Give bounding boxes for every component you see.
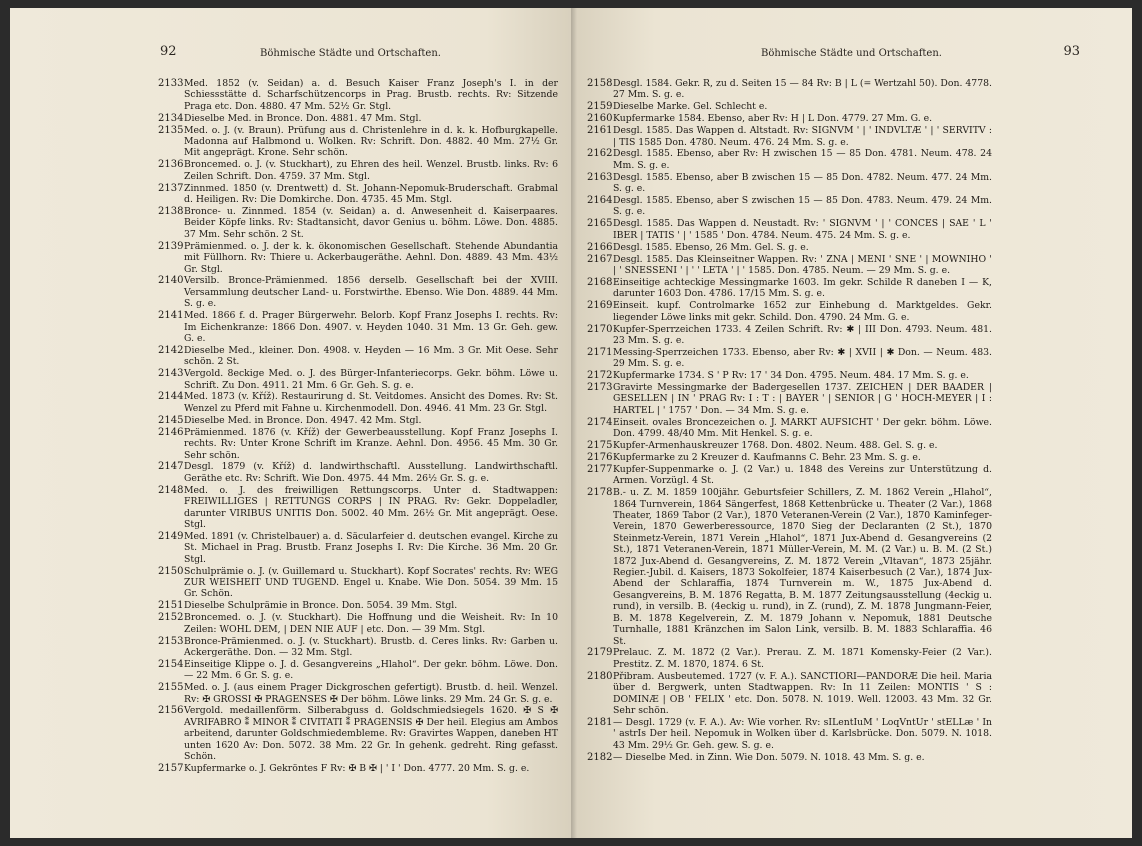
entry-number: 2163 (587, 171, 613, 183)
entry-number: 2153 (158, 635, 184, 647)
entry-text: — Desgl. 1729 (v. F. A.). Av: Wie vorher. Rv: sILentIuM ' LoqVntUr ' stELLæ ' In ' astrIs Der heil. Nepomuk in Wolken über d. Karlsbrücke. Don. 5079. N. 1018. 43 Mm. 29½ Gr. Geh. gew. S. g. e. (613, 716, 992, 751)
entry-text: Prelauc. Z. M. 1872 (2 Var.). Prerau. Z. M. 1871 Komensky-Feier (2 Var.). Prestitz. Z. M. 1870, 1874. 6 St. (613, 647, 992, 670)
catalog-entry (158, 206, 558, 240)
catalog-entry (587, 717, 992, 751)
catalog-entry (158, 427, 558, 461)
entry-number: 2179 (587, 647, 613, 659)
entry-text: Dieselbe Med., kleiner. Don. 4908. v. Heyden — 16 Mm. 3 Gr. Mit Oese. Sehr schön. 2 St. (184, 344, 558, 368)
catalog-entry (158, 566, 558, 600)
catalog-entry (587, 78, 992, 101)
entry-number: 2181 (587, 716, 613, 728)
entry-text: Desgl. 1585. Das Wappen d. Altstadt. Rv: SIGNVM ' | ' INDVLTÆ ' | ' SERVITV : | TIS 1585 Don. 4780. Neum. 476. 24 Mm. S. g. e. (613, 125, 992, 148)
entry-text: Vergold. medaillenförm. Silberabguss d. Goldschmiedsiegels 1620. ✠ S ✠ AVRIFABRO ⁑ MINOR ⁑ CIVITATI ⁑ PRAGENSIS ✠ Der heil. Elegius am Ambos arbeitend, darunter Goldschmiedembleme. Rv: Gravirtes Wappen, daneben HT unten 1620 Av: Don. 5072. 38 Mm. 22 Gr. In gehenk. gedreht. Ring gefasst. Schön. (184, 705, 558, 763)
catalog-entry (158, 705, 558, 762)
entry-number: 2161 (587, 125, 613, 137)
entry-number: 2165 (587, 218, 613, 230)
entry-number: 2172 (587, 370, 613, 382)
catalog-entry (587, 277, 992, 300)
catalog-entry (158, 636, 558, 659)
entry-text: Med. 1866 f. d. Prager Bürgerwehr. Belorb. Kopf Franz Josephs I. rechts. Rv: Im Eichenkranze: 1866 Don. 4907. v. Heyden 1040. 31 Mm. 13 Gr. Geh. gew. G. e. (184, 310, 558, 344)
entry-number: 2174 (587, 416, 613, 428)
entry-number: 2169 (587, 300, 613, 312)
entry-text: Dieselbe Med. in Bronce. Don. 4947. 42 Mm. Stgl. (184, 414, 422, 426)
catalog-entry (587, 752, 992, 763)
entry-number: 2133 (158, 78, 184, 89)
entry-number: 2144 (158, 391, 184, 403)
entry-number: 2154 (158, 658, 184, 670)
catalog-entry (158, 682, 558, 705)
entry-number: 2151 (158, 600, 184, 612)
entry-number: 2149 (158, 530, 184, 542)
entry-text: Schulprämie o. J. (v. Guillemard u. Stuckhart). Kopf Socrates' rechts. Rv: WEG ZUR WEISHEIT UND TUGEND. Engel u. Knabe. Wie Don. 5054. 39 Mm. 15 Gr. Schön. (184, 565, 558, 600)
entry-number: 2150 (158, 565, 184, 577)
catalog-entry (587, 452, 992, 463)
catalog-entry (158, 345, 558, 368)
entry-text: B.- u. Z. M. 1859 100jähr. Geburtsfeier Schillers, Z. M. 1862 Verein „Hlahol“, 1864 Turnverein, 1864 Sängerfest, 1868 Kettenbrücke u. Theater (2 Var.), 1868 Theater, 1869 Tabor (2 Var.), 1870 Veteranen-Verein (2 Var.), 1870 Kaminfeger-Verein, 1870 Gewerberessource, 1870 Sieg der Declaranten (2 St.), 1870 Steinmetz-Verein, 1871 Verein „Hlahol“, 1871 Jux-Abend d. Gesangvereins (2 St.), 1871 Veteranen-Verein, 1871 Müller-Verein, M. M. (2 Var.) u. B. M. (2 St.) 1872 Jux-Abend d. Gesangvereins, Z. M. 1872 Verein „Vltavan“, 1873 25jähr. Regier.-Jubil. d. Kaisers, 1873 Sokolfeier, 1874 Kaiserbesuch (2 Var.), 1874 Jux-Abend der Schlaraffia, 1874 Turnverein m. W., 1875 Jux-Abend d. Gesangvereins, B. M. 1876 Regatta, B. M. 1877 Zeitungsausstellung (4eckig u. rund), in versilb. B. (4eckig u. rund), in Z. (rund), Z. M. 1878 Jungmann-Feier, B. M. 1878 Kegelverein, Z. M. 1879 Johann v. Nepomuk, 1881 Deutsche Turnhalle, 1881 Kränzchen im Salon Link, versilb. B. M. 1883 Schlaraffia. 46 St. (613, 487, 992, 647)
entry-number: 2162 (587, 148, 613, 160)
entry-text: Med. o. J. (aus einem Prager Dickgroschen gefertigt). Brustb. d. heil. Wenzel. Rv: ✠ GROSSI ✠ PRAGENSES ✠ Der böhm. Löwe links. 29 Mm. 24 Gr. S. g. e. (184, 682, 558, 705)
entry-number: 2136 (158, 159, 184, 171)
entry-text: Kupfermarke zu 2 Kreuzer d. Kaufmanns C. Behr. 23 Mm. S. g. e. (613, 452, 921, 463)
entry-text: Med. 1873 (v. Kříž). Restaurirung d. St. Veitdomes. Ansicht des Domes. Rv: St. Wenzel zu Pferd mit Fahne u. Kirchenmodell. Don. 4946. 41 Mm. 23 Gr. Stgl. (184, 391, 558, 414)
entry-text: Kupfermarke 1734. S ' P Rv: 17 ' 34 Don. 4795. Neum. 484. 17 Mm. S. g. e. (613, 370, 969, 382)
catalog-entry (587, 417, 992, 440)
page-number: 93 (1063, 44, 1080, 59)
catalog-entry (587, 347, 992, 370)
entry-number: 2134 (158, 112, 184, 124)
catalog-entry (158, 461, 558, 484)
entry-text: Einseit. kupf. Controlmarke 1652 zur Einhebung d. Marktgeldes. Gekr. liegender Löwe links mit gekr. Schild. Don. 4790. 24 Mm. G. e. (613, 300, 992, 323)
entry-text: Med. 1852 (v. Seidan) a. d. Besuch Kaiser Franz Joseph's I. in der Schiessstätte d. Scharfschützencorps in Prag. Brustb. rechts. Rv: Sitzende Praga etc. Don. 4880. 47 Mm. 52½ Gr. Stgl. (184, 78, 558, 112)
entry-number: 2140 (158, 275, 184, 287)
entry-number: 2173 (587, 382, 613, 394)
entry-number: 2176 (587, 452, 613, 463)
catalog-entry (587, 254, 992, 277)
entry-number: 2137 (158, 182, 184, 194)
entry-text: Gravirte Messingmarke der Badergesellen 1737. ZEICHEN | DER BAADER | GESELLEN | IN ' PRAG Rv: I : T : | BAYER ' | SENIOR | G ' HOCH-MEYER | I : HARTEL | ' 1757 ' Don. — 34 Mm. S. g. e. (613, 382, 992, 416)
catalog-entry (158, 159, 558, 182)
entry-text: Med. 1891 (v. Christelbauer) a. d. Säcularfeier d. deutschen evangel. Kirche zu St. Michael in Prag. Brustb. Franz Josephs I. Rv: Die Kirche. 36 Mm. 20 Gr. Stgl. (184, 530, 558, 565)
entry-number: 2167 (587, 253, 613, 265)
catalog-entry (158, 391, 558, 414)
entry-text: Kupfer-Suppenmarke o. J. (2 Var.) u. 1848 des Vereins zur Unterstützung d. Armen. Vorzügl. 4 St. (613, 463, 992, 487)
entry-text: Dieselbe Marke. Gel. Schlecht e. (613, 101, 768, 113)
entry-text: Einseitige Klippe o. J. d. Gesangvereins „Hlahol“. Der gekr. böhm. Löwe. Don. — 22 Mm. 6 Gr. S. g. e. (184, 658, 558, 682)
catalog-entry (587, 242, 992, 253)
entry-number: 2142 (158, 344, 184, 356)
entry-number: 2158 (587, 78, 613, 89)
entry-text: Med. o. J. des freiwilligen Rettungscorps. Unter d. Stadtwappen: FREIWILLIGES | RETTUNGS CORPS | IN PRAG. Rv: Gekr. Doppeladler, darunter VIRIBUS UNITIS Don. 5002. 40 Mm. 26½ Gr. Mit angeprägt. Oese. Stgl. (184, 484, 558, 530)
catalog-entry (158, 241, 558, 275)
entry-text: Desgl. 1584. Gekr. R, zu d. Seiten 15 — 84 Rv: B | L (= Wertzahl 50). Don. 4778. 27 Mm. S. g. e. (613, 78, 992, 101)
catalog-entry (587, 671, 992, 717)
catalog-entry (158, 600, 558, 611)
left-page (10, 8, 571, 838)
entry-text: Broncemed. o. J. (v. Stuckhart). Die Hoffnung und die Weisheit. Rv: In 10 Zeilen: WOHL DEM, | DEN NIE AUF | etc. Don. — 39 Mm. Stgl. (184, 612, 558, 635)
entry-number: 2171 (587, 346, 613, 358)
entry-text: Přibram. Ausbeutemed. 1727 (v. F. A.). SANCTIORI—PANDORÆ Die heil. Maria über d. Bergwerk, unten Stadtwappen. Rv: In 11 Zeilen: MONTIS ' S : DOMINÆ | OB ' FELIX ' etc. Don. 5078. N. 1019. Well. 12003. 43 Mm. 32 Gr. Sehr schön. (613, 670, 992, 716)
running-head: Böhmische Städte und Ortschaften. (260, 48, 441, 59)
entry-number: 2180 (587, 670, 613, 682)
catalog-entry (158, 531, 558, 565)
entry-text: Vergold. 8eckige Med. o. J. des Bürger-Infanteriecorps. Gekr. böhm. Löwe u. Schrift. Zu Don. 4911. 21 Mm. 6 Gr. Geh. S. g. e. (184, 368, 558, 391)
entry-text: Einseitige achteckige Messingmarke 1603. Im gekr. Schilde R daneben I — K, darunter 1603 Don. 4786. 17/15 Mm. S. g. e. (613, 276, 992, 300)
catalog-entry (158, 275, 558, 309)
catalog-entry (587, 195, 992, 218)
catalog-entry (158, 368, 558, 391)
catalog-entry (587, 148, 992, 171)
running-head: Böhmische Städte und Ortschaften. (761, 48, 942, 59)
entry-text: Prämienmed. o. J. der k. k. ökonomischen Gesellschaft. Stehende Abundantia mit Füllhorn. Rv: Thiere u. Ackerbaugeräthe. Aehnl. Don. 4889. 43 Mm. 43½ Gr. Stgl. (184, 240, 558, 275)
gutter-shadow (571, 8, 577, 838)
entry-text: Kupfer-Armenhauskreuzer 1768. Don. 4802. Neum. 488. Gel. S. g. e. (613, 440, 938, 452)
catalog-entry (587, 487, 992, 647)
entry-number: 2175 (587, 440, 613, 452)
catalog-entry (587, 125, 992, 148)
catalog-entry (587, 113, 992, 124)
catalog-entry (158, 183, 558, 206)
entry-text: Med. o. J. (v. Braun). Prüfung aus d. Christenlehre in d. k. k. Hofburgkapelle. Madonna auf Halbmond u. Wolken. Rv: Schrift. Don. 4882. 40 Mm. 27½ Gr. Mit angeprägt. Krone. Sehr schön. (184, 124, 558, 159)
catalog-entry (158, 415, 558, 426)
catalog-entry (587, 464, 992, 487)
entry-text: Desgl. 1585. Ebenso, aber B zwischen 15 — 85 Don. 4782. Neum. 477. 24 Mm. S. g. e. (613, 171, 992, 195)
catalog-entry (158, 78, 558, 112)
entry-number: 2182 (587, 751, 613, 763)
entry-text: Kupfermarke o. J. Gekröntes F Rv: ✠ B ✠ | ' I ' Don. 4777. 20 Mm. S. g. e. (184, 762, 530, 774)
entry-number: 2143 (158, 368, 184, 380)
catalog-entry (587, 218, 992, 241)
entry-text: Kupfermarke 1584. Ebenso, aber Rv: H | L Don. 4779. 27 Mm. G. e. (613, 113, 933, 125)
entry-number: 2155 (158, 682, 184, 694)
catalog-entry (587, 647, 992, 670)
entry-number: 2156 (158, 705, 184, 717)
entry-text: Prämienmed. 1876 (v. Kříž) der Gewerbeausstellung. Kopf Franz Josephs I. rechts. Rv: Unter Krone Schrift im Kranze. Aehnl. Don. 4956. 45 Mm. 30 Gr. Sehr schön. (184, 426, 558, 461)
entry-number: 2159 (587, 101, 613, 113)
entry-number: 2148 (158, 484, 184, 496)
entry-text: Desgl. 1585. Ebenso, 26 Mm. Gel. S. g. e. (613, 241, 809, 253)
entry-number: 2152 (158, 612, 184, 624)
catalog-entry (587, 370, 992, 381)
entry-number: 2145 (158, 414, 184, 426)
entry-number: 2157 (158, 762, 184, 774)
catalog-entry (158, 113, 558, 124)
entry-text: Bronce-Prämienmed. o. J. (v. Stuckhart). Brustb. d. Ceres links. Rv: Garben u. Ackergeräthe. Don. — 32 Mm. Stgl. (184, 635, 558, 658)
book-spread (10, 8, 1132, 838)
entry-text: Desgl. 1585. Das Kleinseitner Wappen. Rv: ' ZNA | MENI ' SNE ' | MOWNIHO ' | ' SNESSENI ' | ' ' LETA ' | ' 1585. Don. 4785. Neum. — 29 Mm. S. g. e. (613, 253, 992, 276)
entry-number: 2147 (158, 461, 184, 473)
catalog-entry (158, 612, 558, 635)
entry-text: — Dieselbe Med. in Zinn. Wie Don. 5079. N. 1018. 43 Mm. S. g. e. (613, 751, 925, 763)
catalog-entry (587, 382, 992, 416)
entry-text: Zinnmed. 1850 (v. Drentwett) d. St. Johann-Nepomuk-Bruderschaft. Grabmal d. Heiligen. Rv: Die Domkirche. Don. 4735. 45 Mm. Stgl. (184, 182, 558, 206)
entry-text: Dieselbe Med. in Bronce. Don. 4881. 47 Mm. Stgl. (184, 112, 422, 124)
entry-number: 2160 (587, 113, 613, 125)
entry-number: 2164 (587, 195, 613, 207)
entry-number: 2141 (158, 310, 184, 322)
entry-number: 2168 (587, 276, 613, 288)
catalog-entry (158, 763, 558, 774)
catalog-entry (587, 101, 992, 112)
entry-text: Desgl. 1585. Ebenso, aber Rv: H zwischen 15 — 85 Don. 4781. Neum. 478. 24 Mm. S. g. e. (613, 148, 992, 171)
catalog-entry (587, 300, 992, 323)
entry-text: Broncemed. o. J. (v. Stuckhart), zu Ehren des heil. Wenzel. Brustb. links. Rv: 6 Zeilen Schrift. Don. 4759. 37 Mm. Stgl. (184, 159, 558, 182)
catalog-entry (587, 324, 992, 347)
catalog-entry (158, 485, 558, 531)
catalog-entry (587, 440, 992, 451)
page-number: 92 (160, 44, 177, 59)
entry-number: 2146 (158, 426, 184, 438)
catalog-entry (158, 659, 558, 682)
entry-text: Dieselbe Schulprämie in Bronce. Don. 5054. 39 Mm. Stgl. (184, 600, 458, 612)
entry-text: Desgl. 1585. Das Wappen d. Neustadt. Rv: ' SIGNVM ' | ' CONCES | SAE ' L ' IBER | TATIS ' | ' 1585 ' Don. 4784. Neum. 475. 24 Mm. S. g. e. (613, 218, 992, 241)
catalog-entry (158, 310, 558, 344)
left-entry-list (158, 78, 558, 775)
entry-number: 2139 (158, 240, 184, 252)
entry-number: 2135 (158, 124, 184, 136)
entry-number: 2166 (587, 241, 613, 253)
entry-number: 2138 (158, 205, 184, 217)
entry-text: Messing-Sperrzeichen 1733. Ebenso, aber Rv: ✱ | XVII | ✱ Don. — Neum. 483. 29 Mm. S. g. e. (613, 346, 992, 370)
catalog-entry (587, 172, 992, 195)
entry-text: Desgl. 1585. Ebenso, aber S zwischen 15 — 85 Don. 4783. Neum. 479. 24 Mm. S. g. e. (613, 195, 992, 218)
entry-text: Versilb. Bronce-Prämienmed. 1856 derselb. Gesellschaft bei der XVIII. Versammlung deutscher Land- u. Forstwirthe. Ebenso. Wie Don. 4889. 44 Mm. S. g. e. (184, 275, 558, 310)
entry-number: 2177 (587, 463, 613, 475)
entry-number: 2178 (587, 487, 613, 499)
entry-text: Bronce- u. Zinnmed. 1854 (v. Seidan) a. d. Anwesenheit d. Kaiserpaares. Beider Köpfe links. Rv: Stadtansicht, davor Genius u. böhm. Löwe. Don. 4885. 37 Mm. Sehr schön. 2 St. (184, 205, 558, 240)
right-page (571, 8, 1132, 838)
right-entry-list (587, 78, 992, 763)
entry-text: Kupfer-Sperrzeichen 1733. 4 Zeilen Schrift. Rv: ✱ | III Don. 4793. Neum. 481. 23 Mm. S. g. e. (613, 323, 992, 346)
catalog-entry (158, 125, 558, 159)
entry-text: Einseit. ovales Broncezeichen o. J. MARKT AUFSICHT ' Der gekr. böhm. Löwe. Don. 4799. 48/40 Mm. Mit Henkel. S. g. e. (613, 416, 992, 440)
entry-text: Desgl. 1879 (v. Kříž) d. landwirthschaftl. Ausstellung. Landwirthschaftl. Geräthe etc. Rv: Schrift. Wie Don. 4975. 44 Mm. 26½ Gr. S. g. e. (184, 461, 558, 484)
entry-number: 2170 (587, 323, 613, 335)
